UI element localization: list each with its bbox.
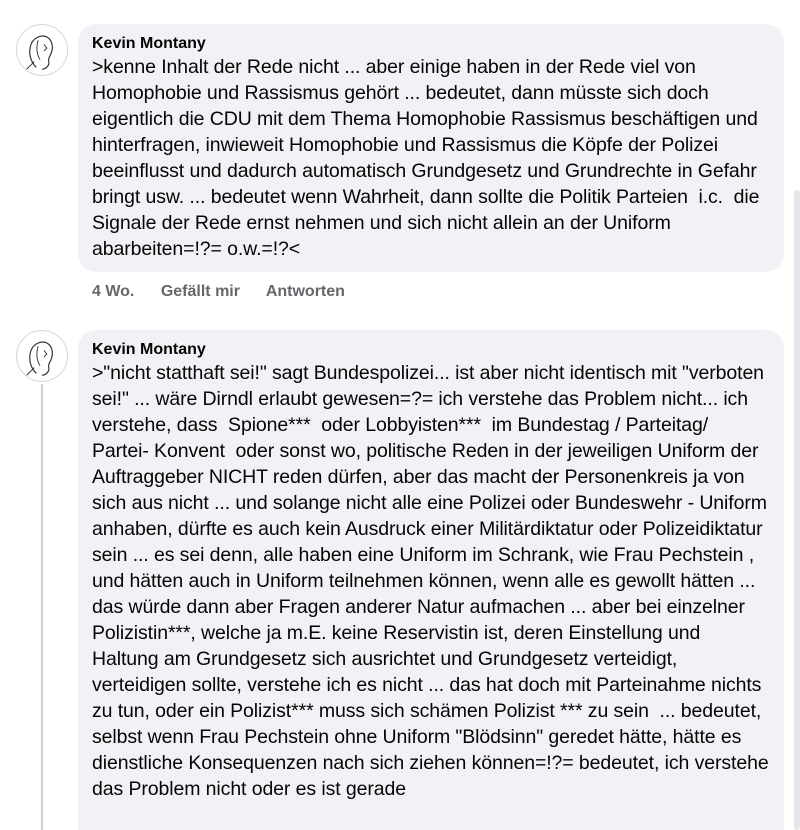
comment-text: >kenne Inhalt der Rede nicht ... aber einige haben in der Rede viel von Homophobie und Rassismus gehört ... bedeutet, dann müsste sich doch eigentlich die CDU mit dem Thema Homophobie Rassismus beschäftigen und hinterfragen, inwieweit Homophobie und Rassismus die Köpfe der Polizei beeinflusst und dadurch automatisch Grundgesetz und Grundrechte in Gefahr bringt usw. ... bedeutet wenn Wahrheit, dann sollte die Politik Parteien i.c. die Signale der Rede ernst nehmen und sich nicht allein an der Uniform abarbeiten=!?= o.w.=!?< xyxy=(92,56,765,260)
avatar-sketch-icon xyxy=(17,331,67,381)
comment-author[interactable]: Kevin Montany xyxy=(92,35,206,52)
avatar[interactable] xyxy=(16,24,68,76)
comment-timestamp[interactable]: 4 Wo. xyxy=(92,283,135,300)
comment-text: >"nicht statthaft sei!" sagt Bundespolizei... ist aber nicht identisch mit "verboten sei!" ... wäre Dirndl erlaubt gewesen=?= ich verstehe das Problem nicht... ich verstehe, dass Spione*** oder Lobbyisten*** im Bundestag / Parteitag/ Partei- Konvent oder sonst wo, politische Reden in der jeweiligen Uniform der Auftraggeber NICHT reden dürfen, aber das macht der Personenkreis ja von sich aus nicht ... und solange nicht alle eine Polizei oder Bundeswehr - Uniform anhaben, dürfte es auch kein Ausdruck einer Militärdiktatur oder Polizeidiktatur sein ... es sei denn, alle haben eine Uniform im Schrank, wie Frau Pechstein , und hätten auch in Uniform teilnehmen können, wenn alle es gewollt hätten ... das würde dann aber Fragen anderer Natur aufmachen ... aber bei einzelner Polizistin***, welche ja m.E. keine Reservistin ist, deren Einstellung und Haltung am Grundgesetz sich ausrichtet und Grundgesetz verteidigt, verteidigen sollte, verstehe ich es nicht ... das hat doch mit Parteinahme nichts zu tun, oder ein Polizist*** muss sich schämen Polizist *** zu sein ... bedeutet, selbst wenn Frau Pechstein ohne Uniform "Blödsinn" geredet hätte, hätte es dienstliche Konsequenzen nach sich ziehen können=!?= bedeutet, ich verstehe das Problem nicht oder es ist gerade xyxy=(92,362,774,800)
avatar[interactable] xyxy=(16,330,68,382)
thread-line xyxy=(41,384,43,830)
comment-author[interactable]: Kevin Montany xyxy=(92,341,206,358)
comment-actions xyxy=(92,283,367,301)
comment-bubble xyxy=(78,330,784,830)
scrollbar[interactable] xyxy=(794,190,800,830)
reply-button[interactable]: Antworten xyxy=(265,283,345,300)
comment-bubble xyxy=(78,24,784,272)
like-button[interactable]: Gefällt mir xyxy=(160,283,240,300)
avatar-sketch-icon xyxy=(17,25,67,75)
